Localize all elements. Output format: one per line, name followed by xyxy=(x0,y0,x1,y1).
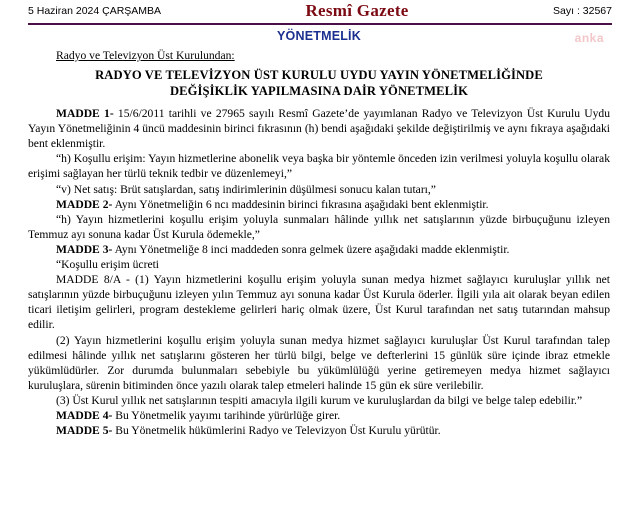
paragraph-text: 15/6/2011 tarihli ve 27965 sayılı Resmî Gazete’de yayımlanan Radyo ve Televizyon Üst Kurulu Uydu Yayın Yönetmeliğinin 4 üncü maddesinin birinci fıkrasının (h) bendi aşağıdaki şekilde değiştirilmiş ve aynı fıkraya aşağıdaki bent eklenmiştir. xyxy=(28,107,610,151)
document-title-line-2: DEĞİŞİKLİK YAPILMASINA DAİR YÖNETMELİK xyxy=(169,84,469,99)
clause-paragraph xyxy=(28,212,610,242)
article-label: MADDE 1- xyxy=(56,107,114,121)
publication-date: 5 Haziran 2024 ÇARŞAMBA xyxy=(28,5,162,17)
clause-paragraph xyxy=(28,151,610,181)
article-label: MADDE 3- xyxy=(56,242,113,256)
clause-paragraph xyxy=(28,272,610,332)
issuing-authority: Radyo ve Televizyon Üst Kurulundan: xyxy=(56,49,235,62)
masthead xyxy=(28,2,612,22)
gazette-title: Resmî Gazete xyxy=(305,1,409,20)
clause-paragraph xyxy=(28,257,610,272)
document-title-line-1: RADYO VE TELEVİZYON ÜST KURULU UYDU YAYIN YÖNETMELİĞİNDE xyxy=(95,68,543,83)
paragraph-text: (3) Üst Kurul yıllık net satışlarının tespiti amacıyla ilgili kurum ve kuruluşlardan da bilgi ve belge talep edebilir.” xyxy=(56,393,583,407)
section-heading: YÖNETMELİK xyxy=(277,29,361,43)
paragraph-text: Bu Yönetmelik yayımı tarihinde yürürlüğe girer. xyxy=(112,408,341,422)
article-paragraph xyxy=(28,242,610,257)
paragraph-text: “h) Yayın hizmetlerini koşullu erişim yoluyla sunmaları hâlinde yıllık net satışlarının yüzde birbuçuğunu izleyen Temmuz ayı sonuna kadar Üst Kurula ödemekle,” xyxy=(28,212,610,241)
clause-paragraph xyxy=(28,333,610,393)
paragraph-text: (2) Yayın hizmetlerini koşullu erişim yoluyla sunan medya hizmet sağlayıcı kuruluşlar Üst Kurul tarafından talep edilmesi hâlinde yıllık net satışlarını gösteren her türlü bilgi, belge ve defterlerini 15 günlük süre içinde ibraz etmekle yükümlüdürler. Zor durumda bulunmaları sebebiyle bu yükümlülüğü yerine getiremeyen medya hizmet sağlayıcı kuruluşlara, sürenin bitiminden önce yazılı olarak talep etmeleri halinde 15 gün ek süre verilebilir. xyxy=(28,333,610,392)
article-paragraph xyxy=(28,106,610,151)
watermark-anka: anka xyxy=(574,31,604,45)
paragraph-text: “h) Koşullu erişim: Yayın hizmetlerine abonelik veya başka bir yöntemle önceden izin verilmesi yoluyla koşullu olarak erişimi sağlayan her türlü teknik tedbir ve düzenlemeyi,” xyxy=(28,152,610,181)
clause-paragraph xyxy=(28,182,610,197)
paragraph-text: Bu Yönetmelik hükümlerini Radyo ve Televizyon Üst Kurulu yürütür. xyxy=(112,424,441,438)
article-paragraph xyxy=(28,423,610,438)
paragraph-text: Aynı Yönetmeliğin 6 ncı maddesinin birinci fıkrasına aşağıdaki bent eklenmiştir. xyxy=(112,197,489,211)
article-paragraph xyxy=(28,408,610,423)
paragraph-text: “Koşullu erişim ücreti xyxy=(56,258,160,272)
article-list xyxy=(28,106,610,438)
paragraph-text: Aynı Yönetmeliğe 8 inci maddeden sonra gelmek üzere aşağıdaki madde eklenmiştir. xyxy=(112,242,510,256)
article-label: MADDE 2- xyxy=(56,197,113,211)
document-body xyxy=(28,48,610,438)
document-title xyxy=(52,67,586,99)
paragraph-text: “v) Net satış: Brüt satışlardan, satış indirimlerinin düşülmesi sonucu kalan tutarı,” xyxy=(56,182,436,196)
paragraph-text: MADDE 8/A - (1) Yayın hizmetlerini koşullu erişim yoluyla sunan medya hizmet sağlayıcı kuruluşlar yıllık net satışlarının yüzde birbuçuğunu izleyen yılın Temmuz ayı sonuna kadar Üst Kurula öderler. İlgili yıla ait olarak beyan edilen ticari iletişim gelirleri, program destekleme gelirleri hariç olmak üzere, Üst Kurul tarafından net satış tutarından mahsup edilir. xyxy=(28,273,610,332)
article-label: MADDE 5- xyxy=(56,424,113,438)
masthead-divider xyxy=(28,23,612,25)
issue-number: Sayı : 32567 xyxy=(553,5,612,17)
clause-paragraph xyxy=(28,393,610,408)
article-paragraph xyxy=(28,197,610,212)
article-label: MADDE 4- xyxy=(56,408,113,422)
